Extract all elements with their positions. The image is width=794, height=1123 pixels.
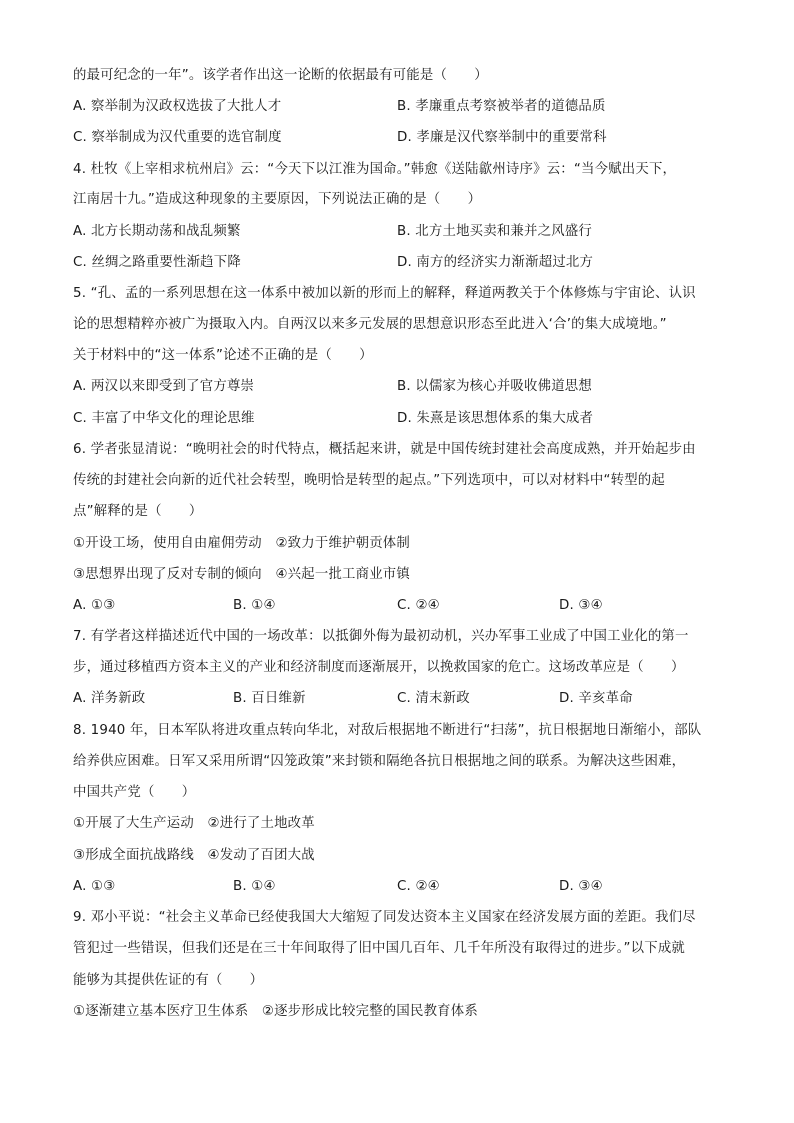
q9-item-line-1: ①逐渐建立基本医疗卫生体系 ②逐步形成比较完整的国民教育体系 (73, 1004, 478, 1019)
q3-option-d: D. 孝廉是汉代察举制中的重要常科 (397, 130, 607, 145)
q3-option-c: C. 察举制成为汉代重要的选官制度 (73, 130, 282, 145)
q8-option-b: B. ①④ (233, 879, 276, 894)
q6-option-a: A. ①③ (73, 598, 116, 613)
q7-option-d: D. 辛亥革命 (559, 691, 633, 706)
q3-stem-tail: 的最可纪念的一年”。该学者作出这一论断的依据最有可能是（ ） (73, 68, 488, 83)
q8-option-d: D. ③④ (559, 879, 603, 894)
q7-option-b: B. 百日维新 (233, 691, 306, 706)
q4-option-a: A. 北方长期动荡和战乱频繁 (73, 224, 241, 239)
q5-option-b: B. 以儒家为核心并吸收佛道思想 (397, 379, 592, 394)
q5-option-c: C. 丰富了中华文化的理论思维 (73, 411, 255, 426)
q5-stem-line-2: 论的思想精粹亦被广为摄取入内。自两汉以来多元发展的思想意识形态至此进入‘合’的集大成境地。” (73, 317, 667, 332)
q3-option-b: B. 孝廉重点考察被举者的道德品质 (397, 99, 606, 114)
q8-stem-line-1: 8. 1940 年，日本军队将进攻重点转向华北，对敌后根据地不断进行“扫荡”，抗日根据地日渐缩小，部队 (73, 723, 702, 738)
q6-item-line-2: ③思想界出现了反对专制的倾向 ④兴起一批工商业市镇 (73, 567, 410, 582)
q9-stem-line-2: 管犯过一些错误，但我们还是在三十年间取得了旧中国几百年、几千年所没有取得过的进步。”以下成就 (73, 941, 686, 956)
q4-option-b: B. 北方土地买卖和兼并之风盛行 (397, 224, 592, 239)
q8-stem-line-3: 中国共产党（ ） (73, 785, 196, 800)
q6-stem-line-1: 6. 学者张显清说：“晚明社会的时代特点，概括起来讲，就是中国传统封建社会高度成熟，并开始起步由 (73, 442, 696, 457)
q6-item-line-1: ①开设工场，使用自由雇佣劳动 ②致力于维护朝贡体制 (73, 536, 410, 551)
q8-option-c: C. ②④ (397, 879, 440, 894)
q8-option-a: A. ①③ (73, 879, 116, 894)
q4-stem-line-2: 江南居十九。”造成这种现象的主要原因，下列说法正确的是（ ） (73, 192, 482, 207)
q6-stem-line-3: 点”解释的是（ ） (73, 504, 203, 519)
q7-stem-line-1: 7. 有学者这样描述近代中国的一场改革：以抵御外侮为最初动机，兴办军事工业成了中国工业化的第一 (73, 629, 689, 644)
q9-stem-line-1: 9. 邓小平说：“社会主义革命已经使我国大大缩短了同发达资本主义国家在经济发展方面的差距。我们尽 (73, 910, 696, 925)
q4-stem-line-1: 4. 杜牧《上宰相求杭州启》云：“今天下以江淮为国命。”韩愈《送陆歙州诗序》云：“当今赋出天下， (73, 162, 677, 177)
q7-stem-line-2: 步，通过移植西方资本主义的产业和经济制度而逐渐展开，以挽救国家的危亡。这场改革应是（ ） (73, 660, 685, 675)
q5-stem-line-1: 5. “孔、孟的一系列思想在这一体系中被加以新的形而上的解释，释道两教关于个体修炼与宇宙论、认识 (73, 286, 696, 301)
q4-option-c: C. 丝绸之路重要性渐趋下降 (73, 255, 241, 270)
q9-stem-line-3: 能够为其提供佐证的有（ ） (73, 973, 264, 988)
q5-stem-line-3: 关于材料中的“这一体系”论述不正确的是（ ） (73, 348, 373, 363)
q3-option-a: A. 察举制为汉政权选拔了大批人才 (73, 99, 282, 114)
q5-option-a: A. 两汉以来即受到了官方尊崇 (73, 379, 255, 394)
q6-stem-line-2: 传统的封建社会向新的近代社会转型，晚明恰是转型的起点。”下列选项中，可以对材料中“转型的起 (73, 473, 665, 488)
q7-option-c: C. 清末新政 (397, 691, 470, 706)
q5-option-d: D. 朱熹是该思想体系的集大成者 (397, 411, 594, 426)
q8-item-line-2: ③形成全面抗战路线 ④发动了百团大战 (73, 848, 315, 863)
q6-option-c: C. ②④ (397, 598, 440, 613)
q4-option-d: D. 南方的经济实力渐渐超过北方 (397, 255, 594, 270)
q7-option-a: A. 洋务新政 (73, 691, 146, 706)
q8-stem-line-2: 给养供应困难。日军又采用所谓“囚笼政策”来封锁和隔绝各抗日根据地之间的联系。为解决这些困难， (73, 754, 686, 769)
q6-option-b: B. ①④ (233, 598, 276, 613)
q8-item-line-1: ①开展了大生产运动 ②进行了土地改革 (73, 816, 315, 831)
q6-option-d: D. ③④ (559, 598, 603, 613)
